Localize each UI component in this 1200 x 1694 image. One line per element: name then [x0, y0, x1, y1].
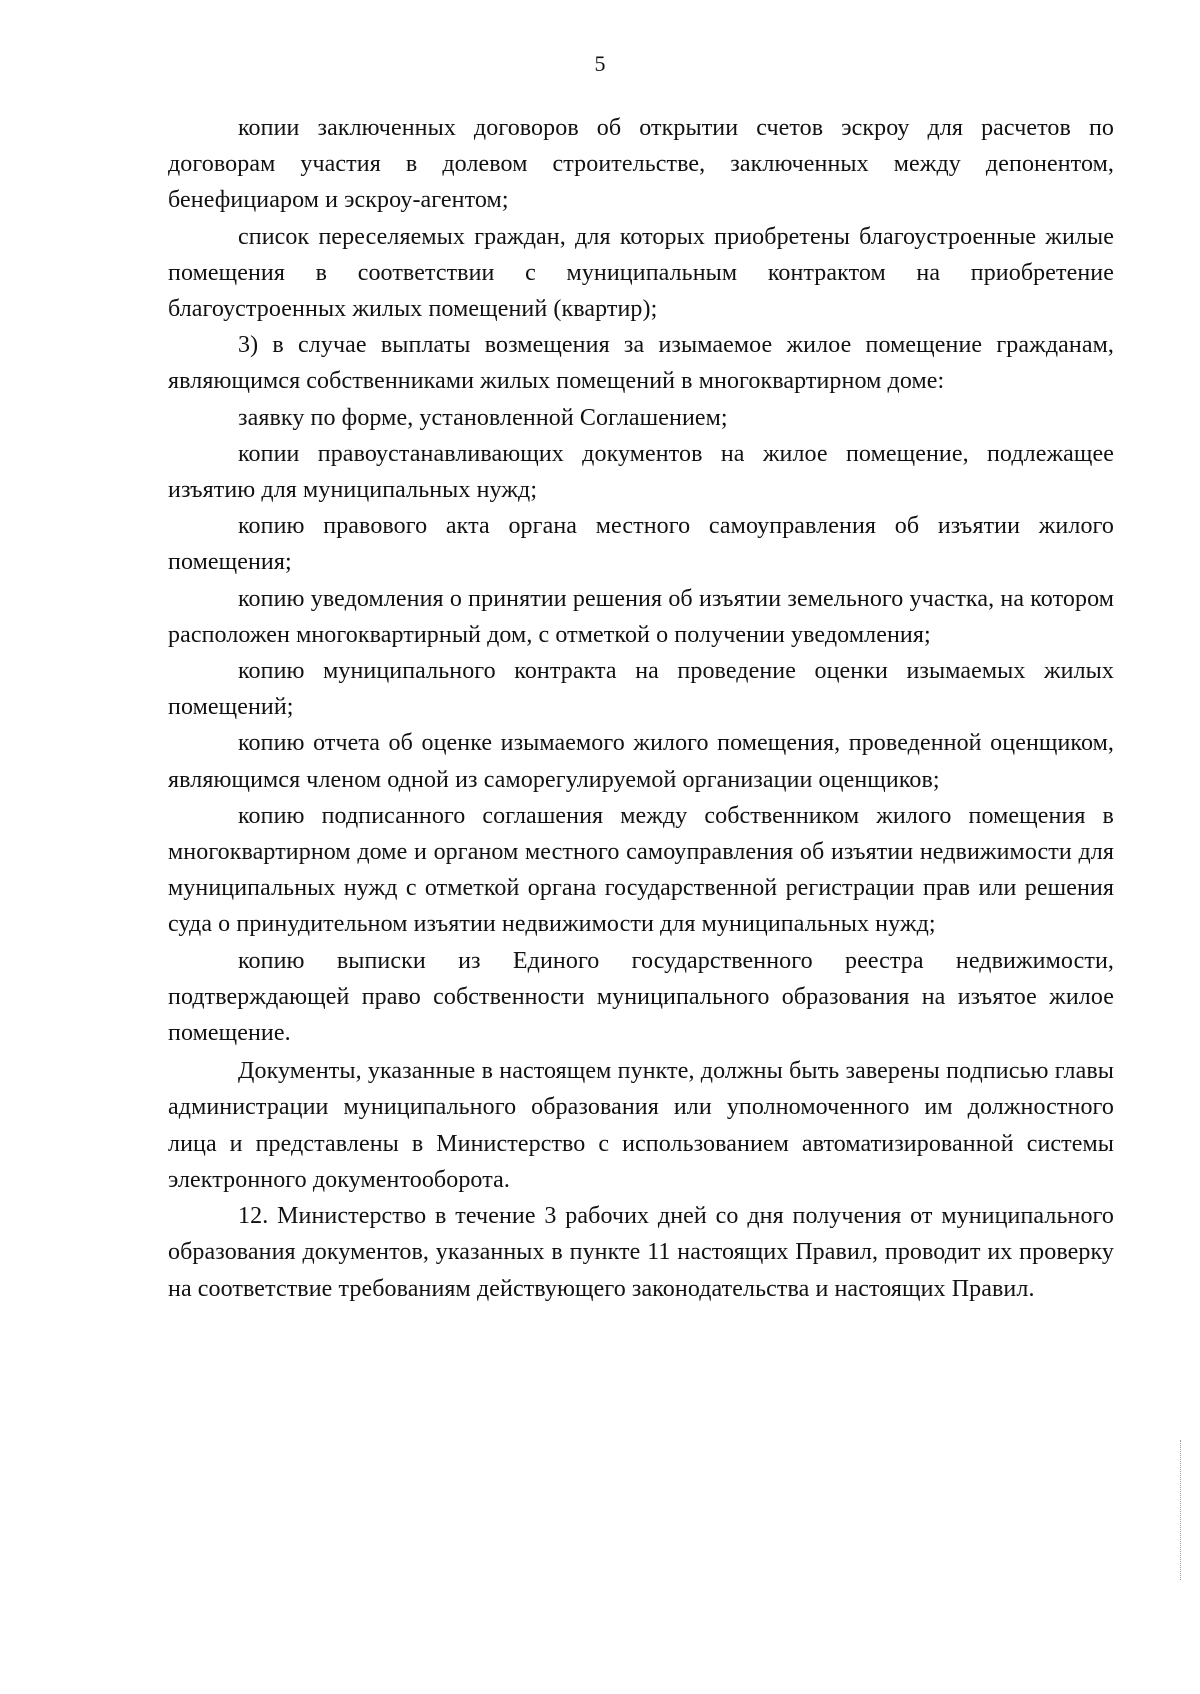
page-number: 5 — [594, 51, 606, 76]
paragraph-valuation-contract: копию муниципального контракта на проведение оценки изымаемых жилых помещений; — [168, 658, 1114, 721]
document-body — [168, 110, 1114, 1307]
paragraph-legal-act: копию правового акта органа местного самоуправления об изъятии жилого помещения; — [168, 513, 1114, 576]
paragraph-signed-agreement: копию подписанного соглашения между собственником жилого помещения в многоквартирном доме и органом местного самоуправления об изъятии недвижимости для муниципальных нужд с отметкой органа государственной регистрации прав или решения суда о принудительном изъятии недвижимости для муниципальных нужд; — [168, 802, 1114, 938]
paragraph-compensation-case: 3) в случае выплаты возмещения за изымаемое жилое помещение гражданам, являющимся собственниками жилых помещений в многоквартирном доме: — [168, 332, 1114, 395]
paragraph-escrow-contracts: копии заключенных договоров об открытии счетов эскроу для расчетов по договорам участия в долевом строительстве, заключенных между депонентом, бенефициаром и эскроу-агентом; — [168, 115, 1114, 214]
scan-edge-mark — [1180, 1440, 1182, 1580]
paragraph-resettled-citizens-list: список переселяемых граждан, для которых приобретены благоустроенные жилые помещения в соответствии с муниципальным контрактом на приобретение благоустроенных жилых помещений (квартир); — [168, 223, 1114, 323]
paragraph-valuation-report: копию отчета об оценке изымаемого жилого помещения, проведенной оценщиком, являющимся членом одной из саморегулируемой организации оценщиков; — [168, 730, 1114, 793]
paragraph-item-12: 12. Министерство в течение 3 рабочих дней со дня получения от муниципального образования документов, указанных в пункте 11 настоящих Правил, проводит их проверку на соответствие требованиям действующего законодательства и настоящих Правил. — [168, 1203, 1114, 1302]
paragraph-certification: Документы, указанные в настоящем пункте, должны быть заверены подписью главы администрации муниципального образования или уполномоченного им должностного лица и представлены в Министерство с использованием автоматизированной системы электронного документооборота. — [168, 1058, 1114, 1193]
paragraph-registry-extract: копию выписки из Единого государственного реестра недвижимости, подтверждающей право собственности муниципального образования на изъятое жилое помещение. — [168, 947, 1114, 1047]
paragraph-land-notice: копию уведомления о принятии решения об изъятии земельного участка, на котором расположен многоквартирный дом, с отметкой о получении уведомления; — [168, 585, 1114, 648]
paragraph-title-documents: копии правоустанавливающих документов на жилое помещение, подлежащее изъятию для муниципальных нужд; — [168, 440, 1114, 504]
paragraph-application-form: заявку по форме, установленной Соглашением; — [238, 404, 728, 431]
